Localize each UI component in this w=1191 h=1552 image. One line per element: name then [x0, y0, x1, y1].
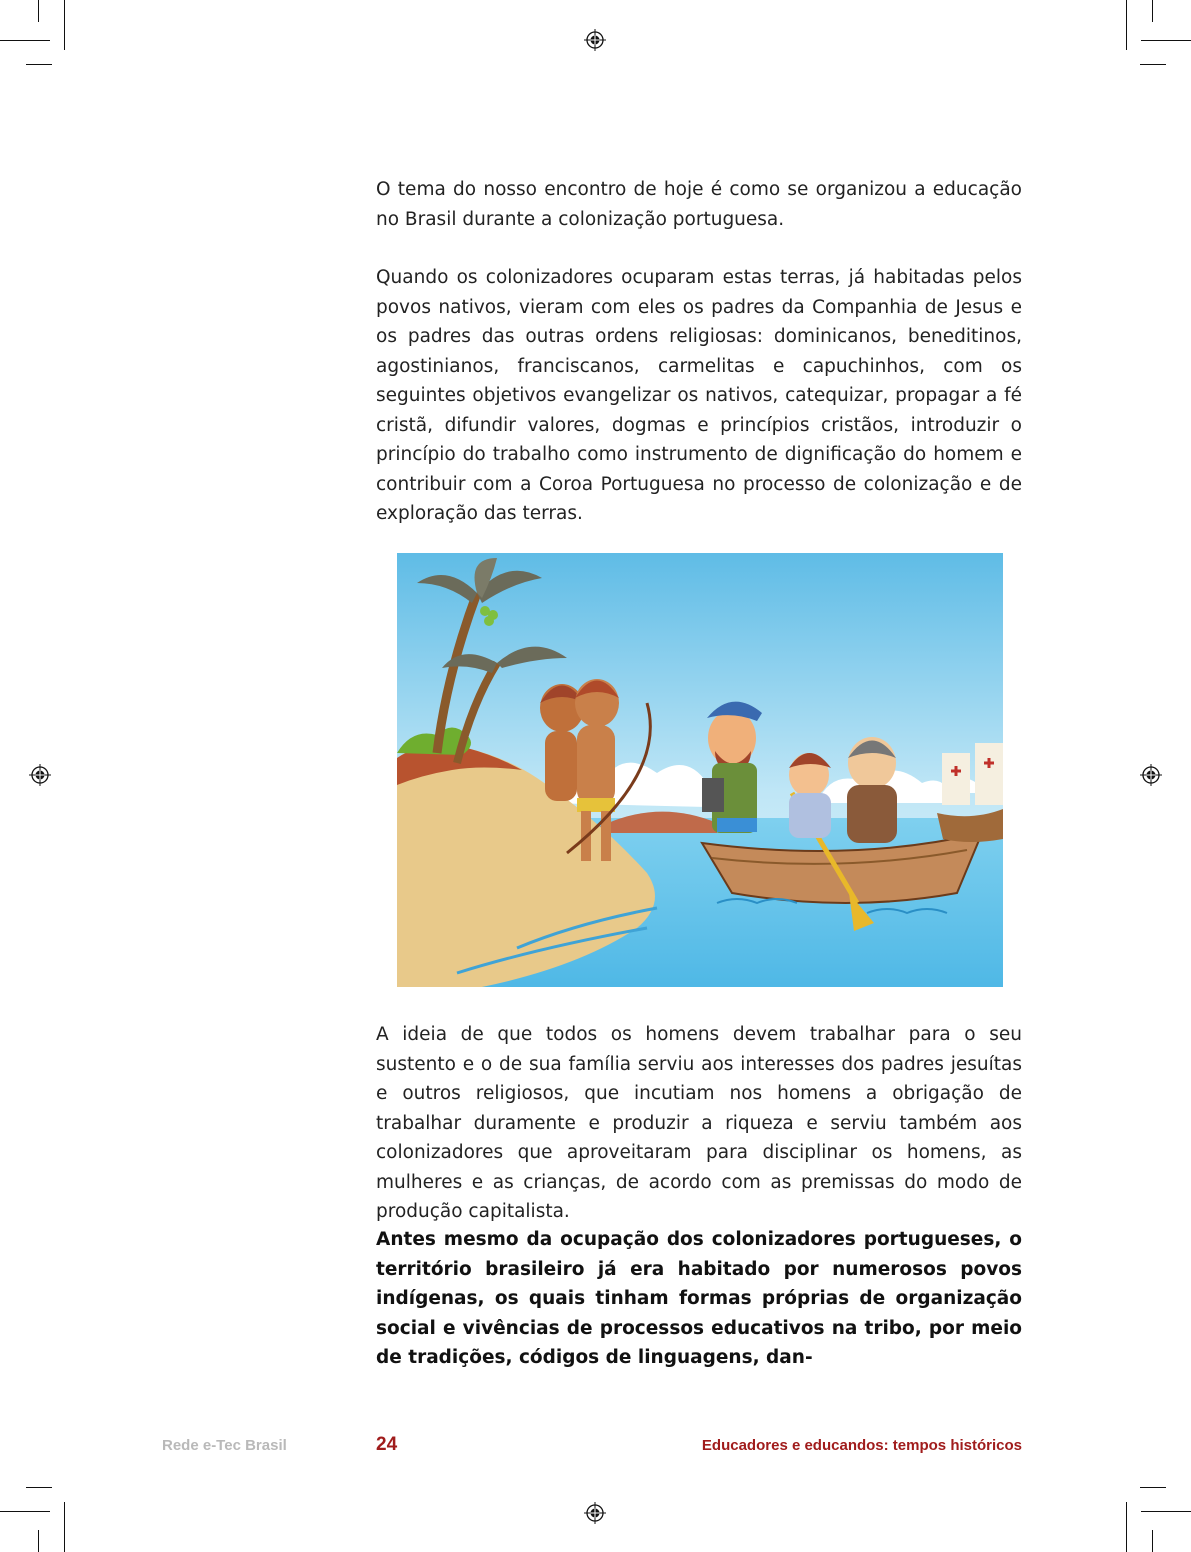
crop-mark	[1152, 1530, 1153, 1552]
crop-mark	[1126, 0, 1127, 50]
crop-mark	[1141, 40, 1191, 41]
crop-mark	[1140, 64, 1166, 65]
crop-mark	[64, 0, 65, 50]
crop-mark	[1140, 1487, 1166, 1488]
registration-mark-icon	[1140, 764, 1162, 786]
crop-mark	[1126, 1502, 1127, 1552]
paragraph-work-ideology: A ideia de que todos os homens devem trabalhar para o seu sustento e o de sua família serviu aos interesses dos padres jesuítas e outros religiosos, que incutiam nos homens a obrigação de trabalhar duramente e produzir a riqueza e serviu também aos colonizadores que aproveitaram para disciplinar os homens, as mulheres e as crianças, de acordo com as premissas do modo de produção capitalista.	[376, 1024, 1022, 1222]
paragraph-indigenous-peoples: Antes mesmo da ocupação dos colonizadores portugueses, o território brasileiro já era habitado por numerosos povos indígenas, os quais tinham formas próprias de organização social e vivências de processos educativos na tribo, por meio de tradições, códigos de linguagens, dan-	[376, 1229, 1022, 1368]
crop-mark	[26, 64, 52, 65]
crop-mark	[64, 1502, 65, 1552]
crop-mark	[38, 1530, 39, 1552]
crop-mark	[0, 40, 50, 41]
crop-mark	[26, 1487, 52, 1488]
crop-mark	[0, 1511, 50, 1512]
registration-mark-icon	[29, 764, 51, 786]
crop-mark	[1141, 1511, 1191, 1512]
crop-mark	[1152, 0, 1153, 22]
footer-book-title: Educadores e educandos: tempos históricos	[701, 1437, 1022, 1454]
paragraph-intro: O tema do nosso encontro de hoje é como se organizou a educação no Brasil durante a colonização portuguesa.	[376, 179, 1022, 230]
paragraph-colonizers: Quando os colonizadores ocuparam estas terras, já habitadas pelos povos nativos, vieram com eles os padres da Companhia de Jesus e os padres das outras ordens religiosas: dominicanos, beneditinos, agostinianos, franciscanos, carmelitas e capuchinhos, com os seguintes objetivos evangelizar os nativos, catequizar, propagar a fé cristã, difundir valores, dogmas e princípios cristãos, introduzir o princípio do trabalho como instrumento de dignificação do homem e contribuir com a Coroa Portuguesa no processo de colonização e de exploração das terras.	[376, 267, 1022, 524]
colonization-illustration	[397, 553, 1003, 987]
registration-mark-icon	[584, 1502, 606, 1524]
page-number: 24	[376, 1434, 398, 1455]
footer-network-name: Rede e-Tec Brasil	[162, 1437, 287, 1454]
crop-mark	[38, 0, 39, 22]
registration-mark-icon	[584, 29, 606, 51]
